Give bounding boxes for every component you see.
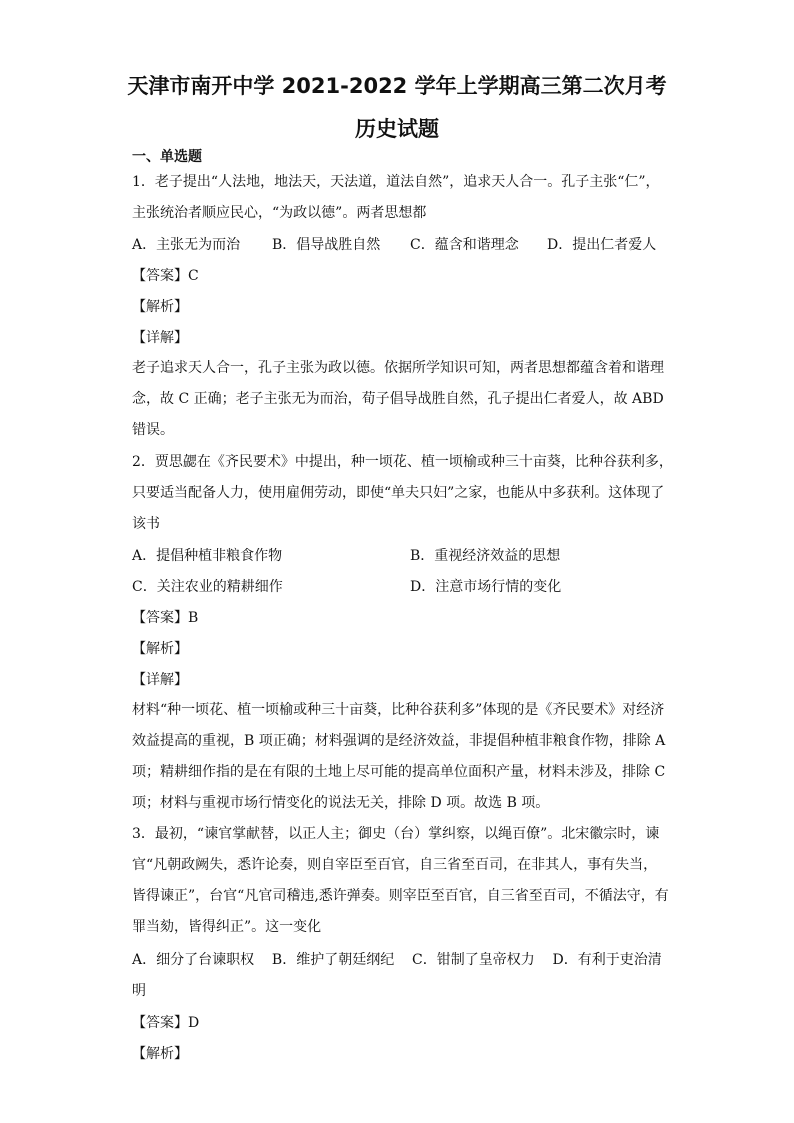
q3-analysis-label: 【解析】 <box>132 1046 188 1062</box>
q3-stem-line: 罪当劾，皆得纠正”。这一变化 <box>132 919 322 935</box>
q3-stem-line: 皆得谏正”，台官“凡官司稽违,悉许弹奏。则宰臣至百官，自三省至百司，不循法守，有 <box>132 888 669 904</box>
q2-explanation-line: 项；材料与重视市场行情变化的说法无关，排除 D 项。故选 B 项。 <box>132 795 550 811</box>
section-heading: 一、单选题 <box>132 149 202 165</box>
q2-analysis-label: 【解析】 <box>132 641 188 657</box>
q3-answer: 【答案】D <box>132 1015 200 1031</box>
q2-explanation-line: 材料“种一顷花、植一顷榆或种三十亩葵，比种谷获利多”体现的是《齐民要术》对经济 <box>132 702 665 718</box>
q1-answer: 【答案】C <box>132 268 199 284</box>
q2-answer: 【答案】B <box>132 610 199 626</box>
q2-option-a: A．提倡种植非粮食作物 <box>132 548 283 564</box>
q1-option-a: A．主张无为而治 <box>132 237 241 253</box>
q2-option-c: C．关注农业的精耕细作 <box>132 579 283 595</box>
q3-options-wrap: 明 <box>132 983 146 999</box>
q3-stem-line: 3．最初，“谏官掌献替，以正人主；御史（台）掌纠察，以绳百僚”。北宋徽宗时，谏 <box>132 826 660 842</box>
q2-option-d: D．注意市场行情的变化 <box>410 579 562 595</box>
q2-explanation-line: 效益提高的重视，B 项正确；材料强调的是经济效益，非提倡种植非粮食作物，排除 A <box>132 733 666 749</box>
q1-explanation-line: 念，故 C 正确；老子主张无为而治，荀子倡导战胜自然，孔子提出仁者爱人，故 ABD <box>132 391 664 407</box>
q2-detail-label: 【详解】 <box>132 672 188 688</box>
q1-stem-line: 1．老子提出“人法地，地法天，天法道，道法自然”，追求天人合一。孔子主张“仁”， <box>132 174 660 190</box>
q2-option-b: B．重视经济效益的思想 <box>410 548 561 564</box>
q2-stem-line: 只要适当配备人力，使用雇佣劳动，即使“单夫只妇”之家，也能从中多获利。这体现了 <box>132 485 665 501</box>
q3-stem-line: 官“凡朝政阙失，悉许论奏，则自宰臣至百官，自三省至百司，在非其人，事有失当， <box>132 857 658 873</box>
q1-analysis-label: 【解析】 <box>132 299 188 315</box>
q1-detail-label: 【详解】 <box>132 330 188 346</box>
q1-explanation-line: 老子追求天人合一，孔子主张为政以德。依据所学知识可知，两者思想都蕴含着和谐理 <box>132 360 664 376</box>
q2-explanation-line: 项；精耕细作指的是在有限的土地上尽可能的提高单位面积产量，材料未涉及，排除 C <box>132 764 666 780</box>
q1-stem-line: 主张统治者顺应民心，“为政以德”。两者思想都 <box>132 205 427 221</box>
q1-explanation-line: 错误。 <box>132 422 174 438</box>
document-subtitle: 历史试题 <box>355 117 439 141</box>
q2-stem-line: 该书 <box>132 516 160 532</box>
document-title: 天津市南开中学 2021-2022 学年上学期高三第二次月考 <box>127 74 667 98</box>
q1-option-b: B．倡导战胜自然 <box>272 237 381 253</box>
q3-options-line: A．细分了台谏职权 B．维护了朝廷纲纪 C．钳制了皇帝权力 D．有利于吏治清 <box>132 952 662 968</box>
q1-option-d: D．提出仁者爱人 <box>547 237 657 253</box>
q2-stem-line: 2．贾思勰在《齐民要术》中提出，种一顷花、植一顷榆或种三十亩葵，比种谷获利多， <box>132 454 673 470</box>
q1-option-c: C．蕴含和谐理念 <box>410 237 519 253</box>
